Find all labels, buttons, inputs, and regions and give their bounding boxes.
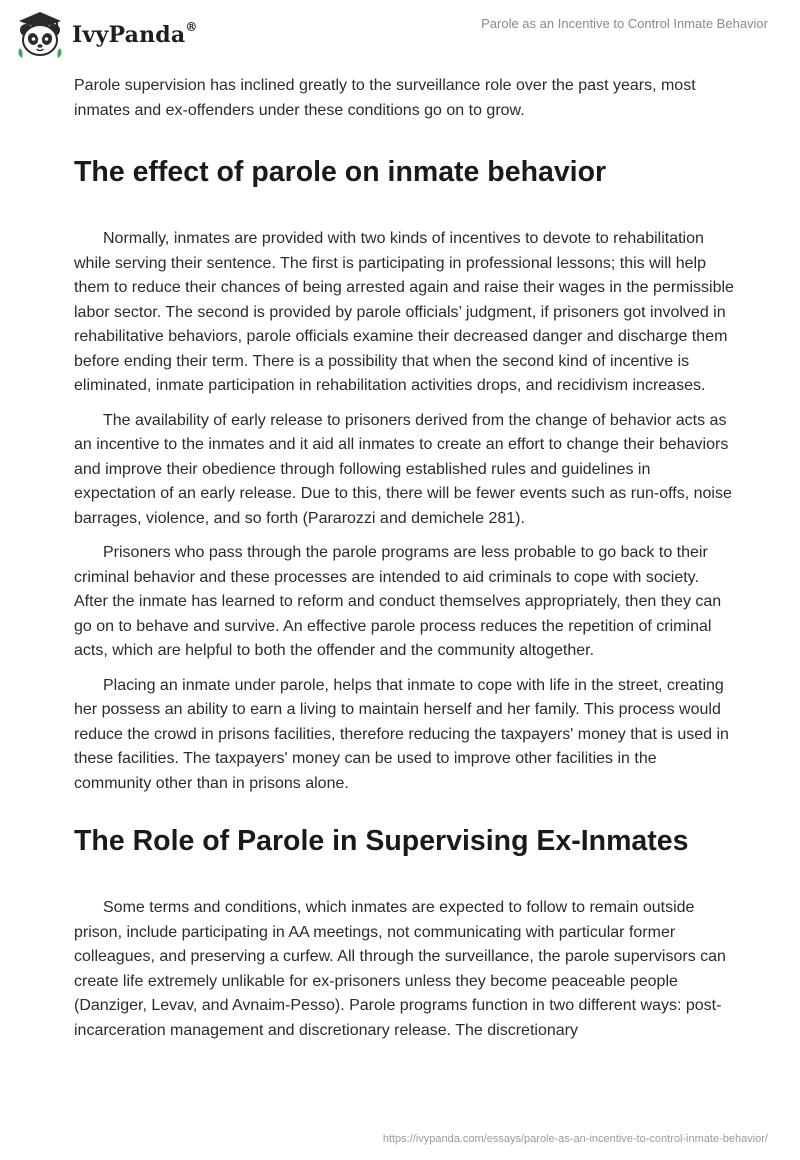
page-header — [0, 0, 800, 64]
section-heading-role-of-parole: The Role of Parole in Supervising Ex-Inmates — [74, 825, 689, 857]
registered-mark: ® — [185, 19, 198, 34]
panda-graduation-cap-icon — [14, 8, 66, 60]
body-paragraph: Normally, inmates are provided with two kinds of incentives to devote to rehabilitation while serving their sentence. The first is participating in professional lessons; this will help them to reduce their chances of being arrested again and raise their wages in the permissible labor sector. The second is provided by parole officials’ judgment, if prisoners got involved in rehabilitative behaviors, parole officials examine their decreased danger and discharge them before ending their term. There is a possibility that when the second kind of incentive is eliminated, inmate participation in rehabilitation activities drops, and recidivism increases. — [74, 230, 734, 394]
intro-paragraph: Parole supervision has inclined greatly to the surveillance role over the past years, most inmates and ex-offenders under these conditions go on to grow. — [74, 77, 696, 119]
body-paragraph: Placing an inmate under parole, helps that inmate to cope with life in the street, creating her possess an ability to earn a living to maintain herself and her family. This process would reduce the crowd in prisons facilities, therefore reducing the taxpayers' money that is used in these facilities. The taxpayers' money can be used to improve other facilities in the community other than in prisons alone. — [74, 676, 729, 792]
body-paragraph: The availability of early release to prisoners derived from the change of behavior acts as an incentive to the inmates and it aid all inmates to create an effort to change their behaviors and improve their obedience through following established rules and guidelines in expectation of an early release. Due to this, there will be fewer events such as run-offs, noise barrages, violence, and so forth (Pararozzi and demichele 281). — [74, 411, 732, 527]
document-title: Parole as an Incentive to Control Inmate Behavior — [481, 16, 768, 31]
ivypanda-logo[interactable] — [14, 8, 198, 60]
section-heading-effect-of-parole: The effect of parole on inmate behavior — [74, 156, 607, 188]
brand-name: IvyPanda® — [72, 19, 198, 48]
body-paragraph: Prisoners who pass through the parole programs are less probable to go back to their criminal behavior and these processes are intended to aid criminals to cope with society. After the inmate has learned to reform and conduct themselves appropriately, then they can go on to behave and survive. An effective parole process reduces the repetition of criminal acts, which are helpful to both the offender and the community altogether. — [74, 544, 722, 659]
source-url[interactable]: https://ivypanda.com/essays/parole-as-an-incentive-to-control-inmate-behavior/ — [382, 1133, 768, 1145]
essay-content — [74, 74, 734, 1053]
body-paragraph: Some terms and conditions, which inmates are expected to follow to remain outside prison, include participating in AA meetings, not communicating with particular former colleagues, and preserving a curfew. All through the surveillance, the parole supervisors can create life extremely unlikable for ex-prisoners unless they become peaceable people (Danziger, Levav, and Avnaim-Pesso). Parole programs function in two different ways: post-incarceration management and discretionary release. The discretionary — [74, 899, 726, 1039]
